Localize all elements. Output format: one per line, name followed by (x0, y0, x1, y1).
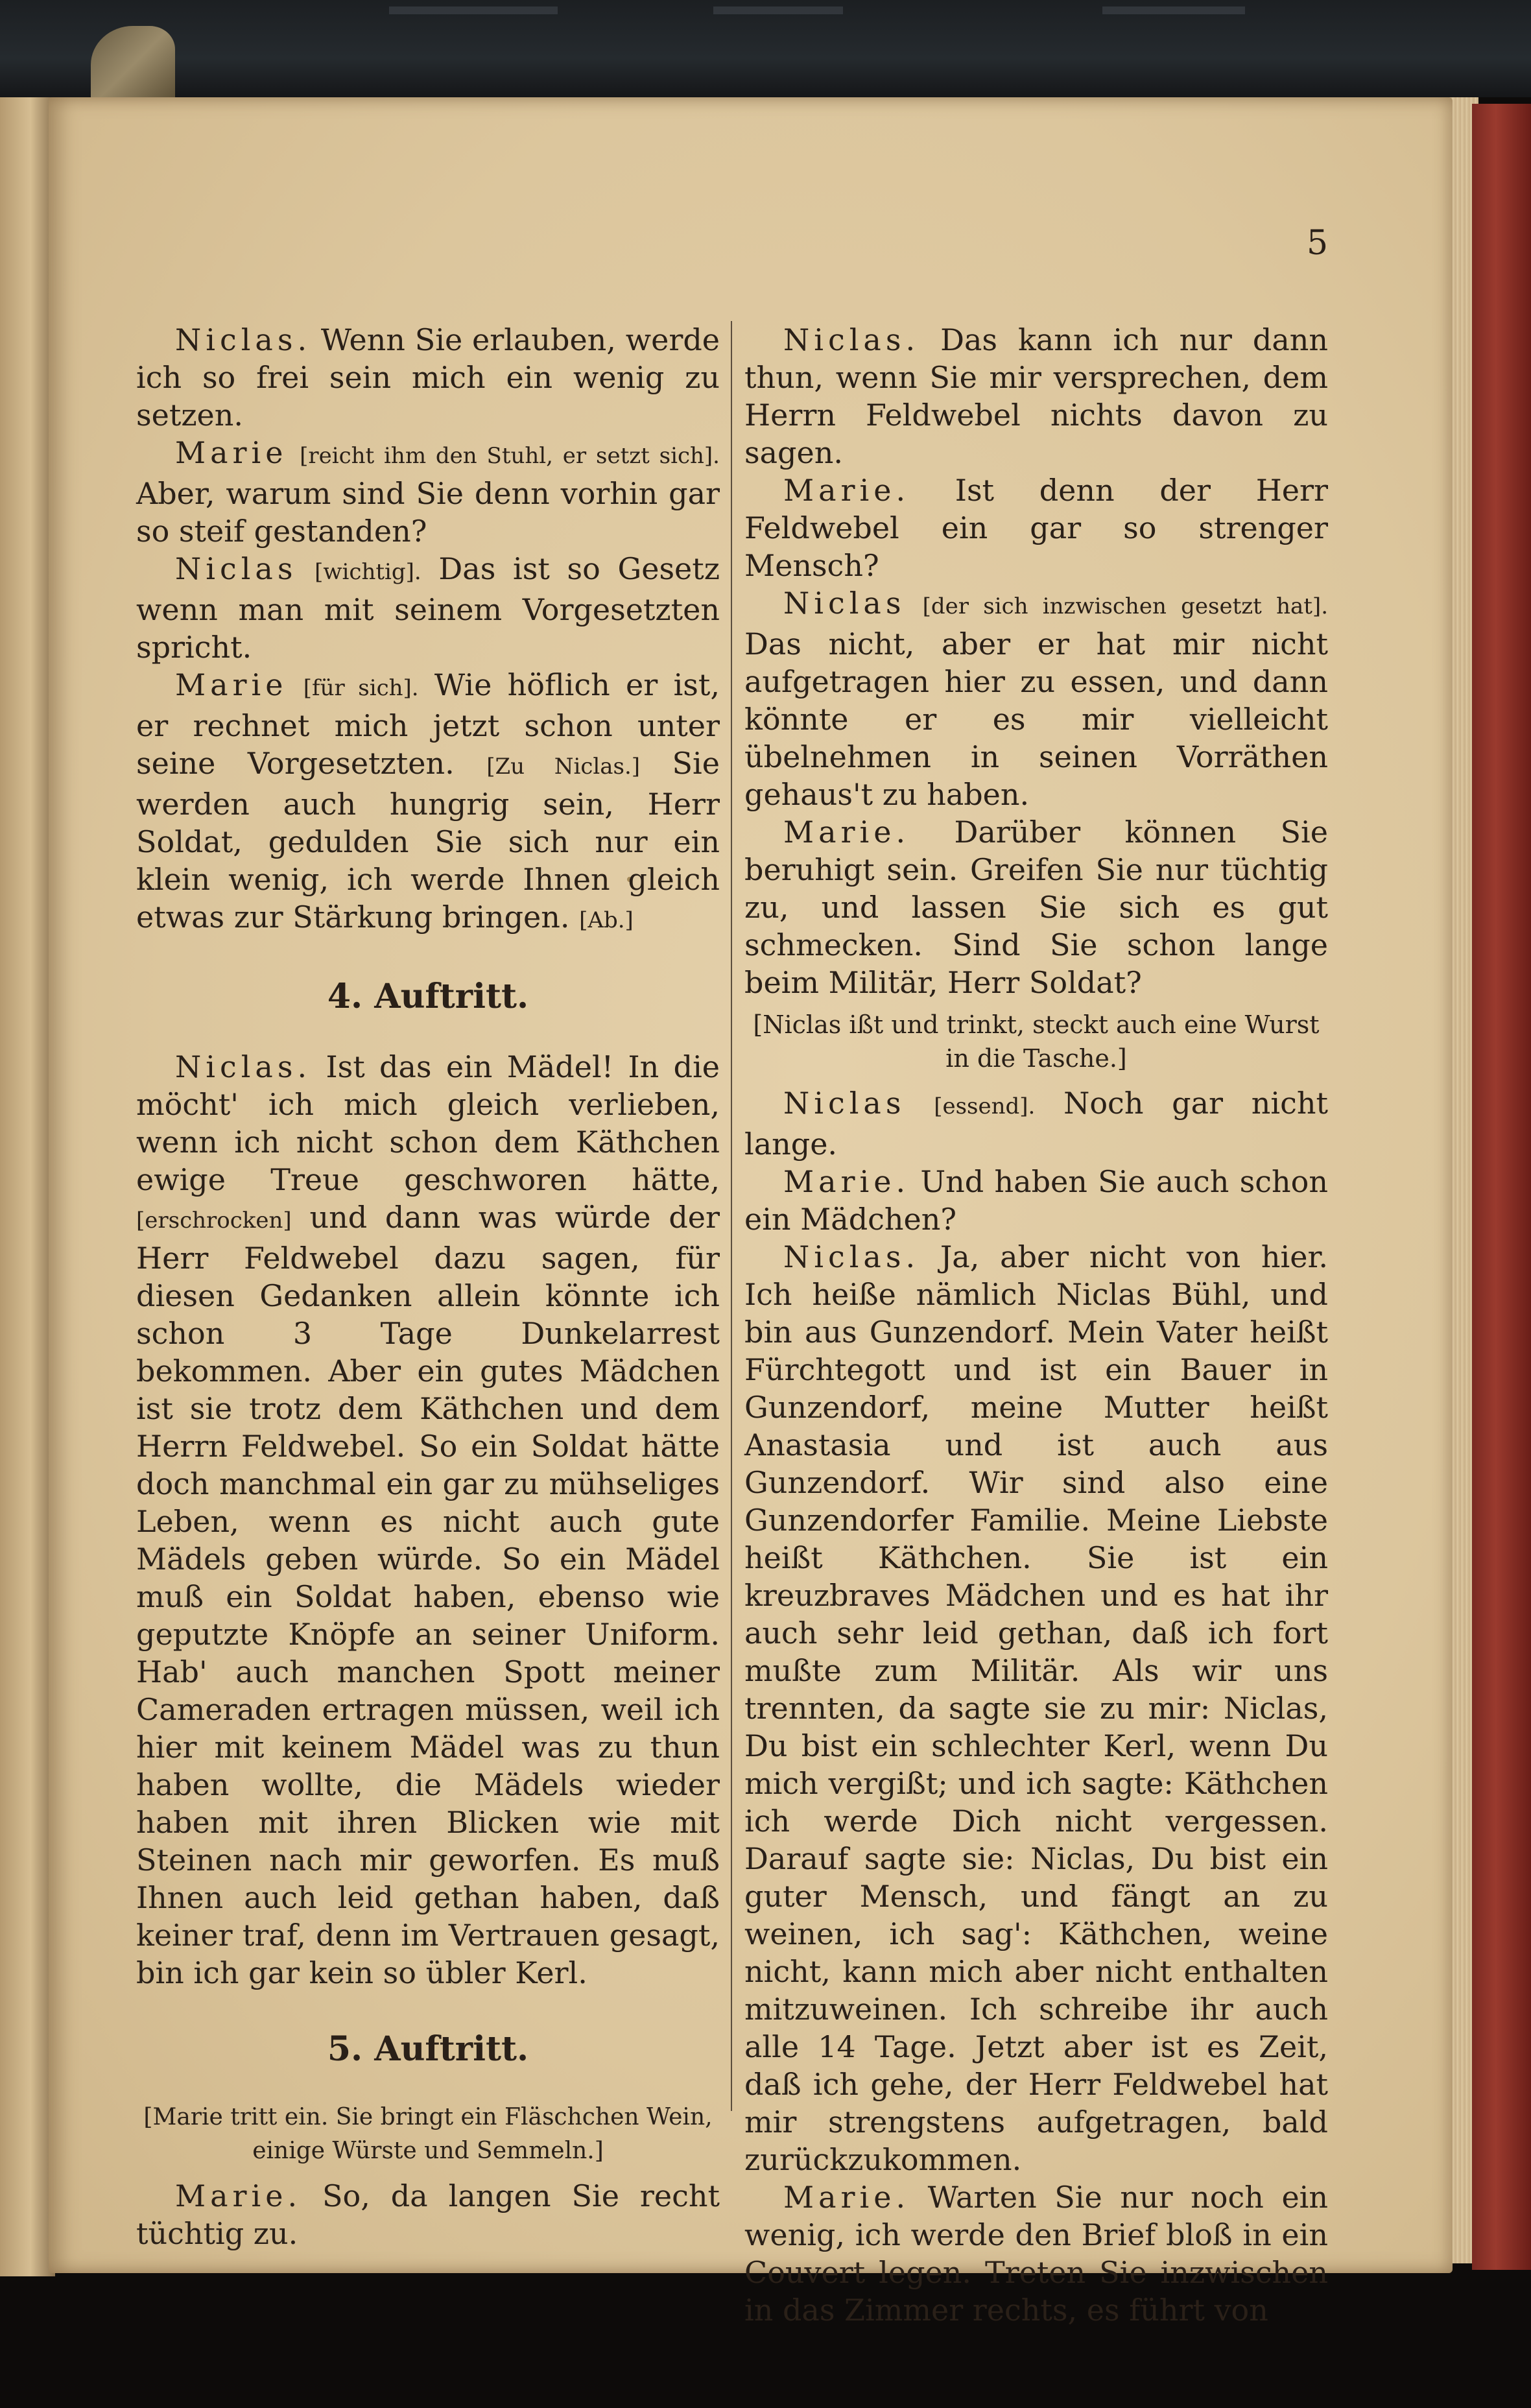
dialogue-line (136, 550, 720, 666)
speaker-name: Marie (175, 667, 288, 702)
dialogue-text: Das kann ich nur dann thun, wenn Sie mir versprechen, dem Herrn Feldwebel nichts davon zu sagen. (744, 322, 1328, 470)
dialogue-text: Ist das ein Mädel! In die möcht' ich mich gleich verlieben, wenn ich nicht schon dem Käthchen ewige Treue geschworen hätte, (136, 1049, 720, 1197)
speaker-name: Marie. (783, 473, 910, 508)
dialogue-text: Warten Sie nur noch ein wenig, ich werde den Brief bloß in ein Couvert legen. Treten Sie inzwischen in das Zimmer rechts, es führt von (744, 2180, 1328, 2328)
previous-page-edge (0, 97, 55, 2276)
speaker-name: Marie. (175, 2178, 302, 2213)
speaker-name: Marie (175, 435, 288, 470)
stage-direction: [erschrocken] (136, 1208, 292, 1234)
left-column (136, 321, 720, 2252)
dialogue-text: Darüber können Sie beruhigt sein. Greifen Sie nur tüchtig zu, und lassen Sie sich es gut schmecken. Sind Sie schon lange beim Militär, Herr Soldat? (744, 815, 1328, 1000)
stage-direction: [Zu Niclas.] (486, 754, 641, 780)
cover-stripe (713, 6, 843, 14)
dialogue-line (136, 2177, 720, 2252)
speaker-name: Niclas. (175, 322, 312, 357)
dialogue-line (744, 471, 1328, 584)
speaker-name: Marie. (783, 1164, 910, 1199)
stage-direction: [essend]. (934, 1093, 1036, 1119)
stage-direction: [wichtig]. (315, 559, 421, 585)
dialogue-text: Ist denn der Herr Feldwebel ein gar so strenger Mensch? (744, 473, 1329, 583)
speaker-name: Marie. (783, 815, 910, 850)
speaker-name: Niclas (783, 586, 906, 621)
speaker-name: Niclas (783, 1086, 906, 1121)
exit-direction: [Ab.] (579, 907, 634, 933)
dialogue-text: und dann was würde der Herr Feldwebel dazu sagen, für diesen Gedanken allein könnte ich schon 3 Tage Dunkelarrest bekommen. Aber ein gutes Mädchen ist sie trotz dem Käthchen und dem Herrn Feldwebel. So ein Soldat hätte doch manchmal ein gar zu mühseliges Leben, wenn es nicht auch gute Mädels geben würde. So ein Mädel muß ein Soldat haben, ebenso wie geputzte Knöpfe an seiner Uniform. Hab' auch manchen Spott meiner Cameraden ertragen müssen, weil ich hier mit keinem Mädel was zu thun haben wollte, die Mädels wieder haben mit ihren Blicken wie mit Steinen nach mir geworfen. Es muß Ihnen auch leid gethan haben, daß keiner traf, denn im Vertrauen gesagt, bin ich gar kein so übler Kerl. (136, 1200, 720, 1990)
speaker-name: Niclas. (783, 1239, 920, 1274)
dialogue-text: Noch gar nicht lange. (744, 1086, 1329, 1162)
stage-direction: [reicht ihm den Stuhl, er setzt sich]. (300, 443, 720, 469)
dialogue-line (136, 321, 720, 434)
dialogue-text: Aber, warum sind Sie denn vorhin gar so steif gestanden? (136, 476, 720, 549)
speaker-name: Marie. (783, 2180, 910, 2215)
monologue (136, 1048, 720, 1992)
dialogue-line (744, 813, 1328, 1001)
stage-direction-block: [Niclas ißt und trinkt, steckt auch eine Wurst in die Tasche.] (753, 1010, 1320, 1073)
speaker-name: Niclas. (783, 322, 920, 357)
book-spine-red (1472, 104, 1531, 2270)
dialogue-line (744, 2178, 1328, 2329)
dialogue-text: Wenn Sie erlauben, werde ich so frei sein mich ein wenig zu setzen. (136, 322, 720, 433)
dialogue-text: Und haben Sie auch schon ein Mädchen? (744, 1164, 1328, 1237)
dialogue-line (744, 321, 1328, 471)
stage-direction-block: [Marie tritt ein. Sie bringt ein Fläschchen Wein, einige Würste und Semmeln.] (143, 2104, 713, 2164)
cover-stripe (389, 6, 558, 14)
column-divider (731, 321, 732, 2111)
dialogue-text: Sie werden auch hungrig sein, Herr Soldat, gedulden Sie sich nur ein klein wenig, ich werde Ihnen gleich etwas zur Stärkung bringen. (136, 746, 720, 935)
scene-heading-4: 4. Auftritt. (327, 977, 529, 1016)
dialogue-line (744, 1163, 1328, 1238)
stage-direction: [für sich]. (303, 675, 419, 701)
right-column (744, 321, 1328, 2329)
book-cover-top (0, 0, 1531, 97)
page-number: 5 (1307, 224, 1329, 263)
stage-direction: [der sich inzwischen gesetzt hat]. (922, 593, 1328, 619)
dialogue-line (136, 666, 720, 939)
dialogue-line (744, 1084, 1328, 1163)
dialogue-line (744, 584, 1328, 813)
scene-heading-5: 5. Auftritt. (327, 2029, 529, 2069)
dialogue-text: So, da langen Sie recht tüchtig zu. (136, 2178, 720, 2251)
dialogue-text: Das nicht, aber er hat mir nicht aufgetragen hier zu essen, und dann könnte er es mir vielleicht übelnehmen in seinen Vorräthen gehaus't zu haben. (744, 626, 1328, 812)
bookmark-ribbon (91, 26, 175, 104)
speaker-name: Niclas (175, 551, 298, 586)
dialogue-text: Ja, aber nicht von hier. Ich heiße nämlich Niclas Bühl, und bin aus Gunzendorf. Mein Vater heißt Fürchtegott und ist ein Bauer in Gunzendorf, meine Mutter heißt Anastasia und ist auch aus Gunzendorf. Wir sind also eine Gunzendorfer Familie. Meine Liebste heißt Käthchen. Sie ist ein kreuzbraves Mädchen und es hat ihr auch sehr leid gethan, daß ich fort mußte zum Militär. Als wir uns trennten, da sagte sie zu mir: Niclas, Du bist ein schlechter Kerl, wenn Du mich vergißt; und ich sagte: Käthchen ich werde Dich nicht vergessen. Darauf sagte sie: Niclas, Du bist ein guter Mensch, und fängt an zu weinen, ich sag': Käthchen, weine nicht, kann mich aber nicht enthalten mitzuweinen. Ich schreibe ihr auch alle 14 Tage. Jetzt aber ist es Zeit, daß ich gehe, der Herr Feldwebel hat mir strengstens aufgetragen, bald zurückzukommen. (744, 1239, 1329, 2177)
cover-stripe (1102, 6, 1245, 14)
dialogue-line (136, 434, 720, 550)
dialogue-text: Das ist so Gesetz wenn man mit seinem Vorgesetzten spricht. (136, 551, 720, 665)
speaker-name: Niclas. (175, 1049, 312, 1084)
dialogue-text: Wie höflich er ist, er rechnet mich jetzt schon unter seine Vorgesetzten. (136, 667, 720, 781)
dialogue-line (744, 1238, 1328, 2178)
